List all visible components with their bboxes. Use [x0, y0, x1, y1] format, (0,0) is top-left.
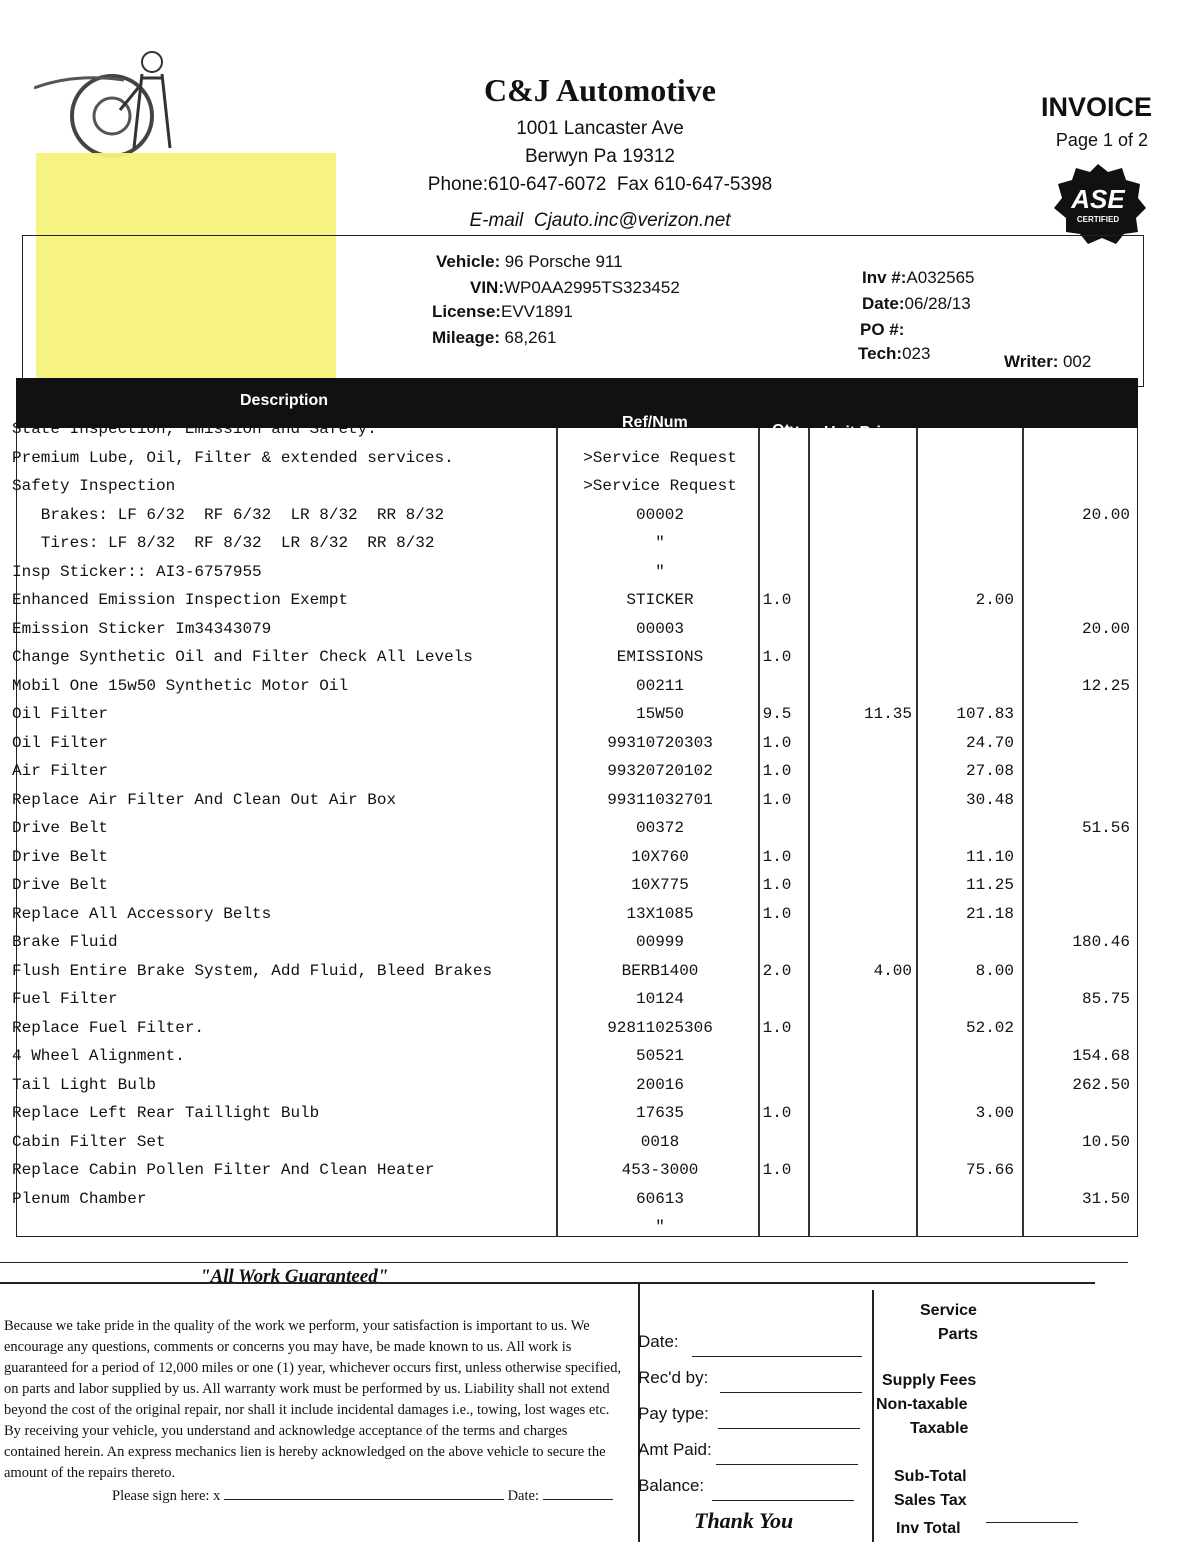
signature-label: Please sign here: x [112, 1488, 221, 1504]
row-ref-num: 17635 [635, 1104, 684, 1122]
row-description: Air Filter [12, 762, 109, 780]
received-by-label: Rec'd by: [638, 1368, 709, 1387]
row-parts: 75.66 [965, 1161, 1014, 1179]
column-header-description: Description [240, 392, 329, 409]
company-email [0, 210, 1200, 232]
ase-certified-badge-icon [1048, 162, 1148, 244]
row-ref-num: 99310720303 [607, 733, 713, 752]
row-description: Insp Sticker:: AI3-6757955 [12, 562, 262, 581]
row-description: Mobil One 15w50 Synthetic Motor Oil [12, 676, 349, 695]
table-row [0, 905, 1200, 933]
fax-value: 610-647-5398 [653, 174, 773, 195]
table-row [0, 1047, 1200, 1075]
row-service: 12.25 [1081, 676, 1130, 695]
row-ref-num: EMISSIONS [616, 648, 704, 666]
row-service: 51.56 [1081, 819, 1130, 837]
phone-value: 610-647-6072 [488, 174, 607, 195]
row-service: 20.00 [1081, 619, 1130, 638]
phone-label: Phone: [427, 174, 489, 195]
row-description: Replace Fuel Filter. [12, 1018, 205, 1037]
row-ref-num: >Service Request [583, 448, 737, 467]
row-description: Drive Belt [12, 847, 109, 866]
row-service: 262.50 [1072, 1075, 1130, 1094]
date-value: 06/28/13 [904, 294, 971, 313]
row-qty: 1.0 [762, 790, 792, 809]
row-service: 10.50 [1081, 1132, 1130, 1151]
footer-date-line [692, 1356, 862, 1357]
row-description: State Inspection, Emission and Safety. [12, 420, 377, 438]
sales-tax-label: Sales Tax [894, 1492, 967, 1509]
row-description: Premium Lube, Oil, Filter & extended services. [12, 448, 454, 467]
row-ref-num: 00999 [635, 933, 684, 951]
tech-row [858, 344, 930, 364]
row-ref-num: 15W50 [635, 705, 684, 723]
row-description: Cabin Filter Set [12, 1132, 166, 1151]
row-qty: 1.0 [762, 591, 792, 609]
vehicle-value: 96 Porsche 911 [504, 252, 623, 271]
row-description: Replace Air Filter And Clean Out Air Box [12, 790, 397, 809]
badge-subtext: CERTIFIED [1076, 215, 1120, 224]
row-description: Tail Light Bulb [12, 1075, 157, 1094]
supply-fees-label: Supply Fees [882, 1372, 977, 1389]
table-row [0, 762, 1200, 790]
table-row [0, 620, 1200, 648]
row-ref-num: 20016 [635, 1075, 684, 1094]
row-ref-num: >Service Request [583, 477, 737, 495]
row-ref-num: 10X760 [631, 847, 689, 866]
vin-label: VIN: [470, 278, 504, 297]
row-qty: 1.0 [762, 1161, 792, 1179]
row-description: Replace All Accessory Belts [12, 904, 272, 923]
row-unit-price: 11.35 [863, 705, 912, 723]
license-value: EVV1891 [500, 302, 573, 321]
table-row [0, 1218, 1200, 1246]
footer-divider [0, 1282, 1095, 1284]
row-qty: 1.0 [762, 648, 792, 666]
total-service-label: Service [920, 1302, 977, 1319]
non-taxable-label: Non-taxable [876, 1396, 968, 1413]
row-parts: 11.10 [965, 847, 1014, 866]
balance-label: Balance: [638, 1476, 705, 1495]
row-description: Brake Fluid [12, 933, 118, 951]
table-row [0, 1190, 1200, 1218]
row-parts: 2.00 [975, 591, 1014, 609]
inv-number-label: Inv #: [862, 268, 907, 287]
tech-value: 023 [902, 344, 931, 363]
row-description: Drive Belt [12, 876, 109, 894]
table-row [0, 591, 1200, 619]
company-address-line1: 1001 Lancaster Ave [516, 118, 684, 139]
row-description: Enhanced Emission Inspection Exempt [12, 591, 349, 609]
footer-date-label: Date: [638, 1332, 679, 1351]
row-description: Replace Cabin Pollen Filter And Clean Heater [12, 1161, 435, 1179]
row-description: Fuel Filter [12, 990, 118, 1008]
row-parts: 30.48 [965, 790, 1014, 809]
company-address-line2: Berwyn Pa 19312 [525, 146, 675, 167]
row-ref-num: 10124 [635, 990, 684, 1008]
signature-date-field [543, 1499, 613, 1500]
row-ref-num: BERB1400 [621, 961, 699, 980]
row-parts: 24.70 [965, 733, 1014, 752]
row-qty: 1.0 [762, 762, 792, 780]
row-parts: 8.00 [975, 961, 1014, 980]
table-row [0, 420, 1200, 448]
signature-date-label: Date: [507, 1488, 539, 1504]
table-row [0, 933, 1200, 961]
inv-number-value: A032565 [906, 268, 975, 287]
row-qty: 1.0 [762, 1018, 792, 1037]
invoice-page-number: Page 1 of 2 [1055, 130, 1148, 150]
row-qty: 1.0 [762, 847, 792, 866]
balance-line [712, 1500, 854, 1501]
row-ref-num: " [655, 1218, 665, 1236]
row-ref-num: 10X775 [631, 876, 689, 894]
table-row [0, 876, 1200, 904]
row-unit-price: 4.00 [873, 961, 912, 980]
row-qty: 1.0 [762, 876, 792, 894]
date-row [862, 294, 971, 314]
table-row [0, 1019, 1200, 1047]
table-row [0, 1133, 1200, 1161]
vin-value: WP0AA2995TS323452 [504, 278, 680, 297]
row-qty: 2.0 [762, 961, 792, 980]
invoice-total-label: Inv Total [896, 1520, 961, 1537]
badge-text: ASE [1071, 184, 1125, 214]
row-ref-num: 00002 [635, 505, 684, 524]
row-ref-num: 00372 [635, 819, 684, 837]
row-service: 31.50 [1081, 1189, 1130, 1208]
received-by-line [720, 1392, 862, 1393]
company-phone-fax [0, 174, 1200, 196]
row-description: Oil Filter [12, 733, 109, 752]
amount-paid-line [716, 1464, 858, 1465]
table-row [0, 734, 1200, 762]
table-row [0, 449, 1200, 477]
row-ref-num: 99320720102 [607, 762, 713, 780]
column-header-parts: Parts [948, 430, 989, 447]
column-header-qty: Qty [772, 422, 799, 439]
row-ref-num: 0018 [640, 1132, 680, 1151]
row-ref-num: 453-3000 [621, 1161, 699, 1179]
row-qty: 1.0 [762, 1104, 792, 1122]
row-qty: 1.0 [762, 733, 792, 752]
table-row [0, 848, 1200, 876]
vin-row [470, 278, 680, 298]
row-ref-num: 50521 [635, 1047, 684, 1065]
pay-type-label: Pay type: [638, 1404, 709, 1423]
invoice-title: INVOICE [1040, 92, 1152, 122]
row-parts: 11.25 [965, 876, 1014, 894]
invoice-total-line [986, 1522, 1078, 1523]
table-row [0, 990, 1200, 1018]
row-ref-num: 99311032701 [607, 790, 713, 809]
row-ref-num: 00211 [635, 676, 684, 695]
row-description: Safety Inspection [12, 477, 176, 495]
row-parts: 52.02 [965, 1018, 1014, 1037]
table-row [0, 1161, 1200, 1189]
row-ref-num: 60613 [635, 1189, 684, 1208]
amount-paid-label: Amt Paid: [638, 1440, 712, 1459]
row-description: Brakes: LF 6/32 RF 6/32 LR 8/32 RR 8/32 [12, 505, 445, 524]
tech-label: Tech: [858, 344, 903, 363]
writer-label: Writer: [1004, 352, 1059, 371]
mileage-row [432, 328, 556, 348]
row-ref-num: " [655, 562, 665, 581]
row-description: Drive Belt [12, 819, 109, 837]
email-value: Cjauto.inc@verizon.net [533, 210, 731, 231]
row-description: Change Synthetic Oil and Filter Check All Levels [12, 648, 473, 666]
table-row [0, 962, 1200, 990]
guarantee-title: "All Work Guaranteed" [200, 1266, 389, 1287]
license-row [432, 302, 573, 322]
row-description: Emission Sticker Im34343079 [12, 619, 272, 638]
row-description: Replace Left Rear Taillight Bulb [12, 1104, 320, 1122]
row-description: Tires: LF 8/32 RF 8/32 LR 8/32 RR 8/32 [12, 534, 435, 552]
row-ref-num: 13X1085 [626, 904, 694, 923]
row-ref-num: 00003 [635, 619, 684, 638]
row-parts: 27.08 [965, 762, 1014, 780]
thank-you-text: Thank You [694, 1508, 794, 1533]
row-ref-num: 92811025306 [607, 1018, 713, 1037]
po-row [860, 320, 904, 340]
column-header-service: Service [1050, 434, 1107, 451]
table-row [0, 791, 1200, 819]
vehicle-label: Vehicle: [436, 252, 501, 271]
pay-type-line [718, 1428, 860, 1429]
guarantee-text: Because we take pride in the quality of the work we perform, your satisfaction is important to us. We encourage any questions, comments or concerns you may have, be made known to us. All work is guaranteed for a period of 12,000 miles or one (1) year, whichever occurs first, unless otherwise specified, on parts and labor supplied by us. All warranty work must be performed by us. Liability shall not extend beyond the cost of the original repair, nor shall it include incidental damages i.e., towing, lost wages etc. By receiving your vehicle, you understand and acknowledge acceptance of the terms and charges contained herein. An express mechanics lien is hereby acknowledged on the above vehicle to secure the amount of the repairs thereto. [4, 1318, 622, 1481]
subtotal-label: Sub-Total [894, 1468, 967, 1485]
mileage-label: Mileage: [432, 328, 501, 347]
po-label: PO #: [860, 320, 905, 339]
license-label: License: [432, 302, 501, 321]
table-row [0, 677, 1200, 705]
row-ref-num: STICKER [626, 591, 694, 609]
row-service: 154.68 [1072, 1047, 1130, 1065]
email-label: E-mail [469, 210, 524, 231]
row-service: 85.75 [1081, 990, 1130, 1008]
mileage-value: 68,261 [504, 328, 557, 347]
row-description: Flush Entire Brake System, Add Fluid, Bleed Brakes [12, 961, 493, 980]
row-description: 4 Wheel Alignment. [12, 1047, 185, 1065]
table-row [0, 705, 1200, 733]
taxable-label: Taxable [910, 1420, 969, 1437]
table-row [0, 563, 1200, 591]
vehicle-row [436, 252, 623, 272]
column-header-unit-price: Unit Price [824, 424, 899, 441]
writer-value: 002 [1062, 352, 1092, 371]
row-description: Plenum Chamber [12, 1189, 147, 1208]
inv-number-row [862, 268, 974, 288]
table-row [0, 819, 1200, 847]
row-parts: 107.83 [956, 705, 1014, 723]
table-row [0, 477, 1200, 505]
row-parts: 3.00 [975, 1104, 1014, 1122]
row-qty: 9.5 [762, 705, 792, 723]
company-name: C&J Automotive [484, 72, 716, 108]
table-row [0, 1104, 1200, 1132]
signature-line [112, 1488, 613, 1505]
row-service: 20.00 [1081, 505, 1130, 524]
writer-row [1004, 352, 1091, 372]
date-label: Date: [862, 294, 905, 313]
row-ref-num: " [655, 534, 665, 552]
table-row [0, 506, 1200, 534]
row-qty: 1.0 [762, 904, 792, 923]
row-parts: 21.18 [965, 904, 1014, 923]
table-row [0, 534, 1200, 562]
total-parts-label: Parts [938, 1326, 979, 1343]
signature-field [224, 1499, 504, 1500]
column-header-ref-num: Ref/Num [622, 414, 688, 431]
table-row [0, 648, 1200, 676]
fax-label: Fax [616, 174, 649, 195]
row-service: 180.46 [1072, 933, 1130, 951]
footer-divider [872, 1290, 874, 1542]
row-description: Oil Filter [12, 705, 109, 723]
table-row [0, 1076, 1200, 1104]
